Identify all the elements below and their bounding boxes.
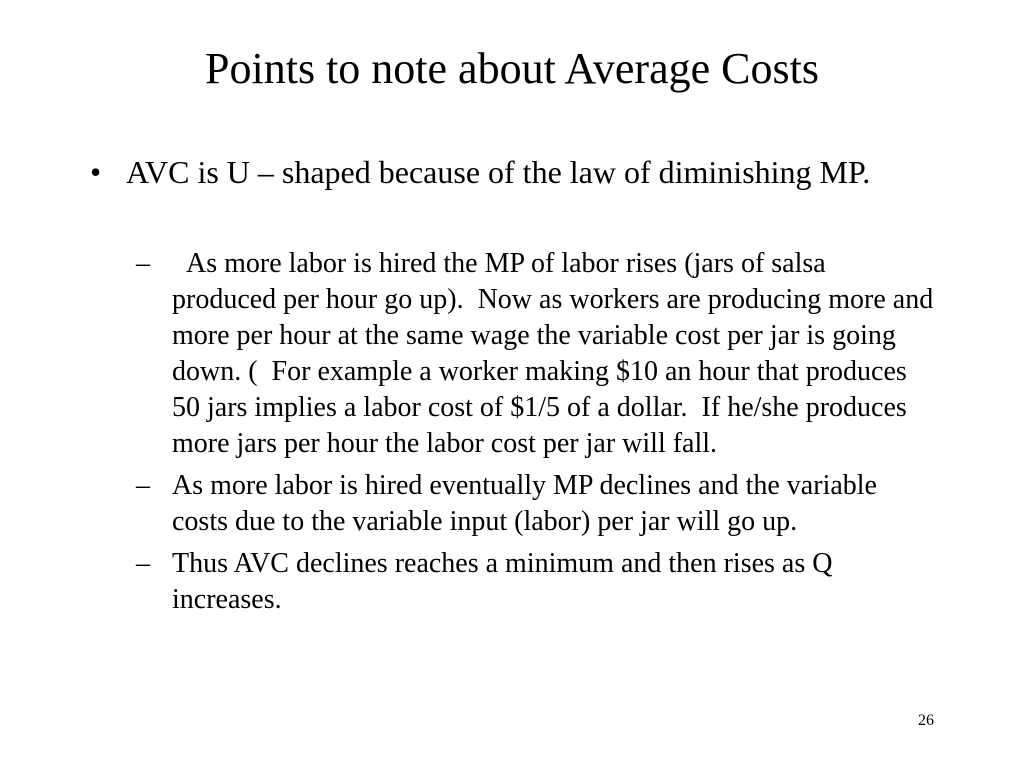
slide-title: Points to note about Average Costs xyxy=(205,44,819,93)
sub-bullet xyxy=(136,246,941,462)
bullet-marker: • xyxy=(90,154,102,190)
sub-bullet xyxy=(136,546,936,618)
sub-bullet-marker: – xyxy=(136,470,150,501)
sub-bullet-text: As more labor is hired eventually MP declines and the variable costs due to the variable input (labor) per jar will go up. xyxy=(172,470,884,537)
page-number: 26 xyxy=(918,712,934,729)
bullet-text: AVC is U – shaped because of the law of diminishing MP. xyxy=(126,154,871,190)
sub-bullet-text: Thus AVC declines reaches a minimum and then rises as Q increases. xyxy=(172,548,840,615)
sub-bullet-list xyxy=(136,246,941,624)
sub-bullet-text: As more labor is hired the MP of labor rises (jars of salsa produced per hour go up). Now as workers are producing more and more per hour at the same wage the variable cost per jar is going down. ( For example a worker making $10 an hour that produces 50 jars implies a labor cost of $1/5 of a dollar. If he/she produces more jars per hour the labor cost per jar will fall. xyxy=(172,248,941,459)
sub-bullet-marker: – xyxy=(136,248,150,279)
main-bullet xyxy=(86,152,916,192)
sub-bullet xyxy=(136,468,936,540)
sub-bullet-marker: – xyxy=(136,548,150,579)
